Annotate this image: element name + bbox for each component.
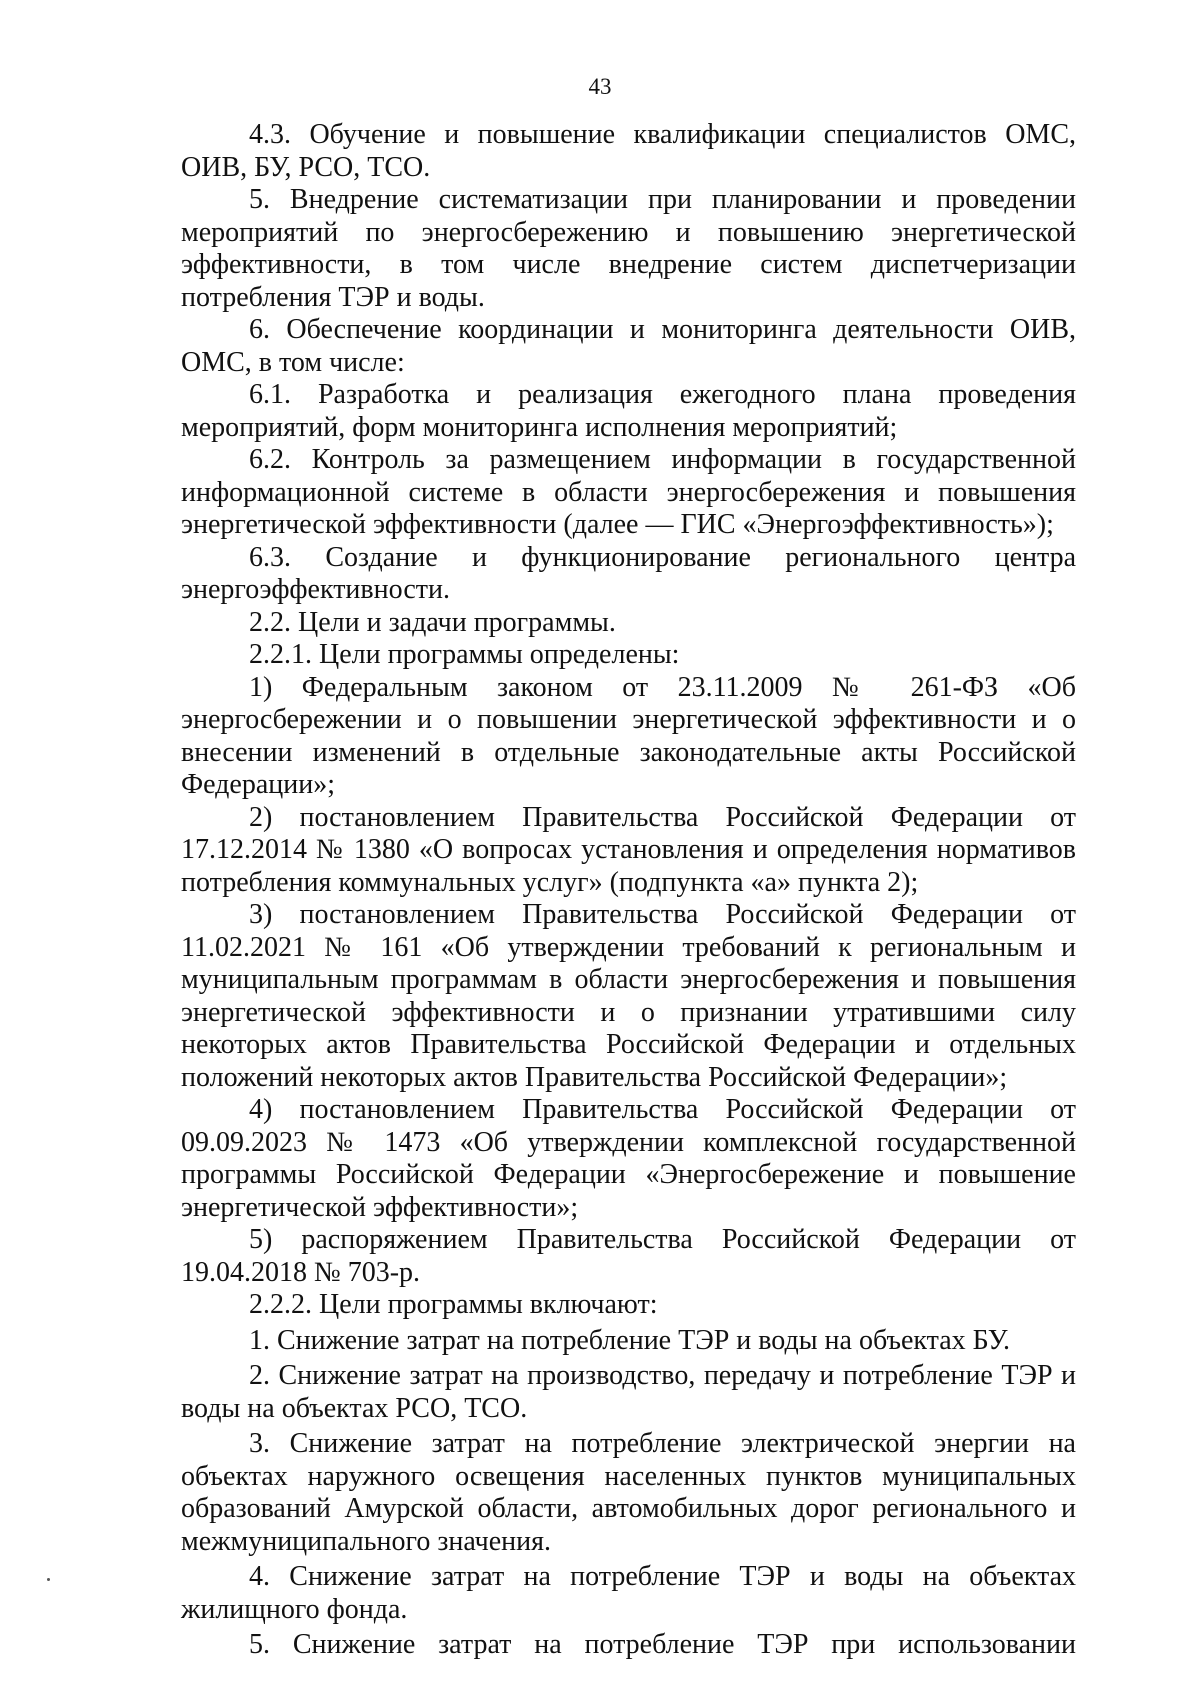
paragraph-5: 5. Внедрение систематизации при планировании и проведении мероприятий по энергосбережению и повышению энергетической эффективности, в том числе внедрение систем диспетчеризации потребления ТЭР и воды. bbox=[181, 184, 1076, 313]
list-item-1: 1) Федеральным законом от 23.11.2009 № 261-ФЗ «Об энергосбережении и о повышении энергетической эффективности и о внесении изменений в отдельные законодательные акты Российской Федерации»; bbox=[181, 671, 1076, 800]
paragraph-6-3: 6.3. Создание и функционирование регионального центра энергоэффективности. bbox=[181, 541, 1076, 605]
goal-item-1: 1. Снижение затрат на потребление ТЭР и воды на объектах БУ. bbox=[249, 1324, 1010, 1356]
section-heading-2-2: 2.2. Цели и задачи программы. bbox=[249, 606, 616, 638]
scan-speck bbox=[47, 1578, 50, 1581]
paragraph-6-1: 6.1. Разработка и реализация ежегодного плана проведения мероприятий, форм мониторинга исполнения мероприятий; bbox=[181, 379, 1076, 443]
goal-item-2: 2. Снижение затрат на производство, передачу и потребление ТЭР и воды на объектах РСО, ТСО. bbox=[181, 1360, 1076, 1424]
list-item-5: 5) распоряжением Правительства Российской Федерации от 19.04.2018 № 703-р. bbox=[181, 1224, 1076, 1288]
list-item-2: 2) постановлением Правительства Российской Федерации от 17.12.2014 № 1380 «О вопросах установления и определения нормативов потребления коммунальных услуг» (подпункта «а» пункта 2); bbox=[181, 801, 1076, 898]
paragraph-6-2: 6.2. Контроль за размещением информации в государственной информационной системе в области энергосбережения и повышения энергетической эффективности (далее — ГИС «Энергоэффективность»); bbox=[181, 444, 1076, 540]
list-item-3: 3) постановлением Правительства Российской Федерации от 11.02.2021 № 161 «Об утверждении требований к региональным и муниципальным программам в области энергосбережения и повышения энергетической эффективности и о признании утратившими силу некоторых актов Правительства Российской Федерации и отдельных положений некоторых актов Правительства Российской Федерации»; bbox=[181, 899, 1076, 1093]
goal-item-3: 3. Снижение затрат на потребление электрической энергии на объектах наружного освещения населенных пунктов муниципальных образований Амурской области, автомобильных дорог регионального и межмуниципального значения. bbox=[181, 1428, 1076, 1557]
section-heading-2-2-2: 2.2.2. Цели программы включают: bbox=[249, 1289, 658, 1320]
page-number: 43 bbox=[588, 74, 612, 99]
goal-item-5: 5. Снижение затрат на потребление ТЭР при использовании bbox=[249, 1629, 1076, 1660]
document-body bbox=[181, 119, 1076, 1662]
paragraph-4-3: 4.3. Обучение и повышение квалификации специалистов ОМС, ОИВ, БУ, РСО, ТСО. bbox=[181, 119, 1076, 183]
section-heading-2-2-1: 2.2.1. Цели программы определены: bbox=[249, 639, 680, 670]
paragraph-6: 6. Обеспечение координации и мониторинга деятельности ОИВ, ОМС, в том числе: bbox=[181, 314, 1076, 378]
goal-item-4: 4. Снижение затрат на потребление ТЭР и воды на объектах жилищного фонда. bbox=[181, 1561, 1076, 1625]
list-item-4: 4) постановлением Правительства Российской Федерации от 09.09.2023 № 1473 «Об утверждении комплексной государственной программы Российской Федерации «Энергосбережение и повышение энергетической эффективности»; bbox=[181, 1094, 1076, 1223]
